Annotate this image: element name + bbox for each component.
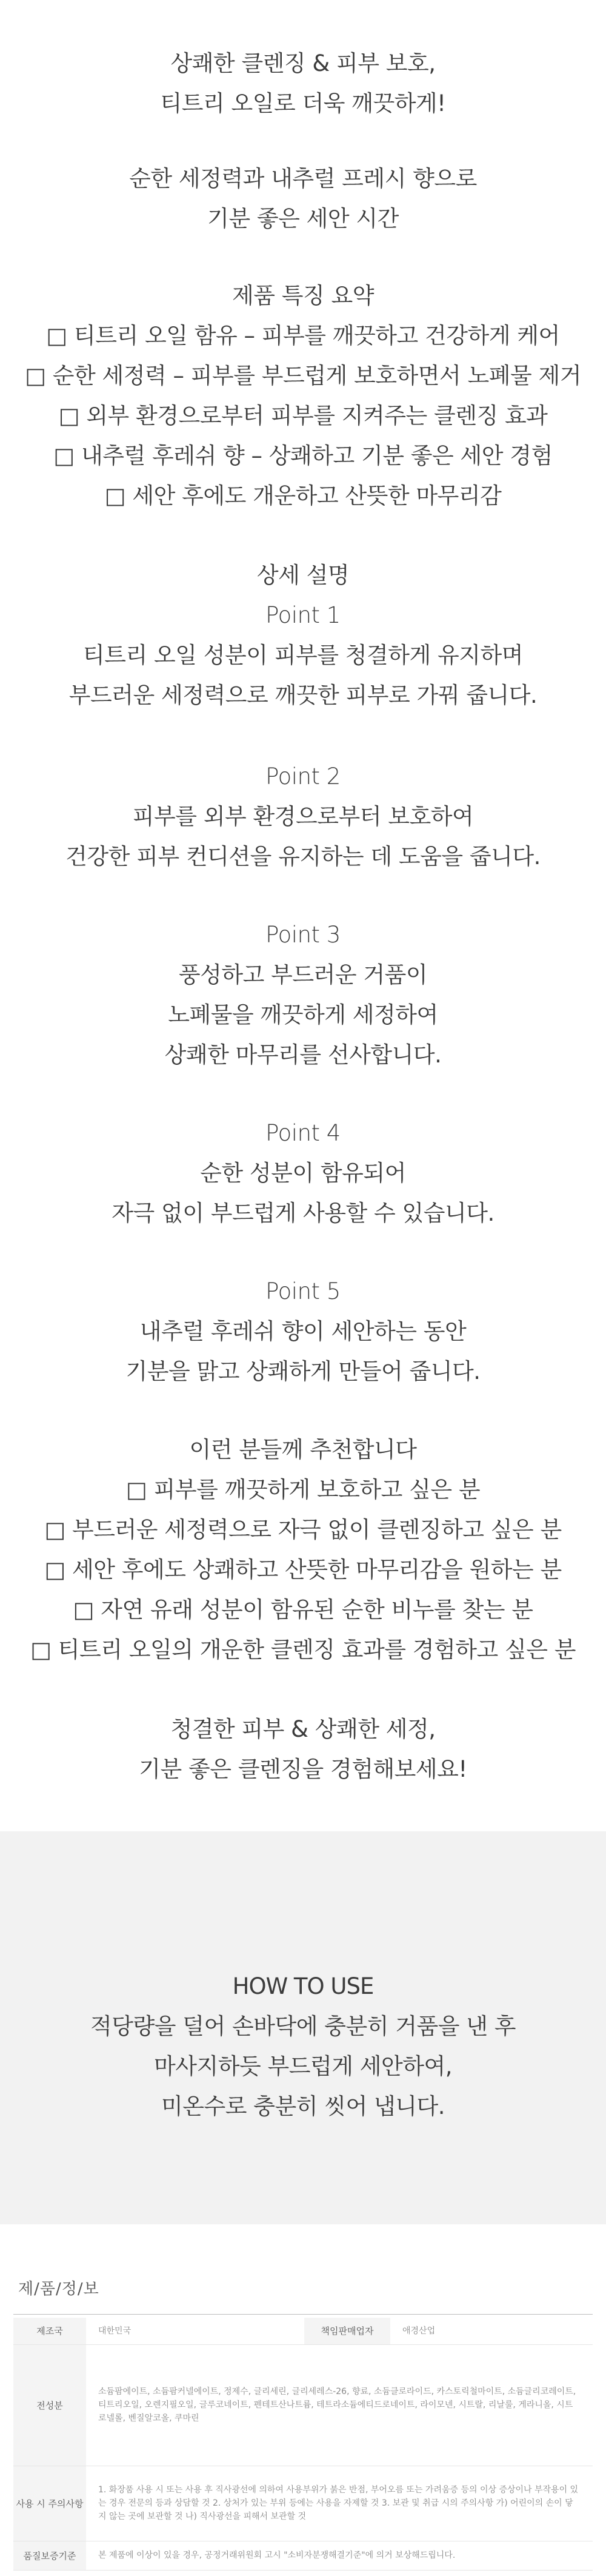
ingredients-value: 소듐팜에이트, 소듐팜커넬에이트, 정제수, 글리세린, 글리세레스-26, 향료, 소듐클로라이드, 카스토릭철마이트, 소듐글리코레이트, 티트리오일, 오렌지필오일, 글루코네이트, 펜테트산나트륨, 테트라소듐에티드로네이트, 라이모넨, 시트랄, 리날룰, 게라니올, 시트로넬롤, 벤질알코올, 쿠마린 [86, 2344, 593, 2466]
warranty-label: 품질보증기준 [13, 2541, 86, 2570]
point-2-block [0, 757, 606, 877]
divider [13, 2314, 593, 2315]
point-line: 노폐물을 깨끗하게 세정하여 [168, 1002, 438, 1028]
feature-item: □ 외부 환경으로부터 피부를 지켜주는 클렌징 효과 [58, 403, 548, 429]
intro-subheading [0, 159, 606, 239]
point-label: Point 4 [265, 1120, 341, 1146]
point-line: 티트리 오일 성분이 피부를 청결하게 유지하며 [83, 642, 523, 668]
details-block [0, 555, 606, 716]
closing-line: 기분 좋은 클렌징을 경험해보세요! [139, 1756, 467, 1782]
recommend-title: 이런 분들께 추천합니다 [189, 1437, 417, 1463]
point-line: 순한 성분이 함유되어 [200, 1160, 406, 1186]
product-info-table [13, 2318, 593, 2571]
table-row [13, 2318, 593, 2344]
point-5-block [0, 1272, 606, 1392]
how-to-use-line: 미온수로 충분히 씻어 냅니다. [161, 2093, 445, 2119]
point-line: 내추럴 후레쉬 향이 세안하는 동안 [139, 1318, 467, 1344]
how-to-use-line: 적당량을 덜어 손바닥에 충분히 거품을 낸 후 [90, 2013, 516, 2039]
closing-line: 청결한 피부 & 상쾌한 세정, [170, 1716, 436, 1742]
point-label: Point 5 [265, 1278, 341, 1304]
how-to-use-title: HOW TO USE [232, 1973, 374, 1999]
seller-value: 애경산업 [390, 2318, 593, 2344]
point-label: Point 3 [265, 922, 341, 948]
product-info-section [0, 2224, 606, 2576]
intro2-line: 순한 세정력과 내추럴 프레시 향으로 [129, 166, 477, 192]
point-label: Point 2 [265, 763, 341, 790]
intro-heading [0, 44, 606, 124]
feature-item: □ 내추럴 후레쉬 향 – 상쾌하고 기분 좋은 세안 경험 [53, 443, 553, 469]
how-to-use-section [0, 1831, 606, 2224]
closing-block [0, 1709, 606, 1789]
origin-label: 제조국 [13, 2318, 86, 2344]
intro-line: 상쾌한 클렌징 & 피부 보호, [170, 50, 436, 76]
recommend-item: □ 세안 후에도 상쾌하고 산뜻한 마무리감을 원하는 분 [44, 1557, 562, 1583]
recommend-item: □ 피부를 깨끗하게 보호하고 싶은 분 [125, 1477, 481, 1503]
seller-label: 책임판매업자 [304, 2318, 390, 2344]
point-line: 건강한 피부 컨디션을 유지하는 데 도움을 줍니다. [65, 844, 541, 870]
point-line: 자극 없이 부드럽게 사용할 수 있습니다. [112, 1200, 494, 1226]
point-line: 기분을 맑고 상쾌하게 만들어 줍니다. [125, 1358, 481, 1384]
ingredients-label: 전성분 [13, 2344, 86, 2466]
how-to-use-line: 마사지하듯 부드럽게 세안하여, [154, 2053, 452, 2079]
feature-item: □ 세안 후에도 개운하고 산뜻한 마무리감 [104, 483, 502, 509]
caution-label: 사용 시 주의사항 [13, 2466, 86, 2541]
feature-item: □ 티트리 오일 함유 – 피부를 깨끗하고 건강하게 케어 [46, 323, 560, 349]
recommend-item: □ 자연 유래 성분이 함유된 순한 비누를 찾는 분 [73, 1597, 533, 1623]
point-line: 상쾌한 마무리를 선사합니다. [164, 1042, 442, 1068]
features-title: 제품 특징 요약 [232, 283, 374, 309]
point-label: Point 1 [265, 602, 341, 628]
intro-line: 티트리 오일로 더욱 깨끗하게! [160, 90, 446, 116]
recommend-item: □ 티트리 오일의 개운한 클렌징 효과를 경험하고 싶은 분 [30, 1637, 576, 1663]
intro2-line: 기분 좋은 세안 시간 [207, 206, 399, 232]
recommend-block [0, 1430, 606, 1670]
warranty-value: 본 제품에 이상이 있을 경우, 공정거래위원회 고시 "소비자분쟁해결기준"에 의거 보상해드립니다. [86, 2541, 593, 2570]
table-row [13, 2344, 593, 2466]
product-info-title: 제/품/정/보 [18, 2280, 99, 2298]
point-line: 부드러운 세정력으로 깨끗한 피부로 가꿔 줍니다. [68, 682, 538, 708]
point-4-block [0, 1113, 606, 1233]
point-3-block [0, 915, 606, 1075]
caution-value: 1. 화장품 사용 시 또는 사용 후 직사광선에 의하여 사용부위가 붉은 반점, 부어오름 또는 가려움증 등의 이상 증상이나 부작용이 있는 경우 전문의 등과 상담할 것 2. 상처가 있는 부위 등에는 사용을 자제할 것 3. 보관 및 취급 시의 주의사항 가) 어린이의 손이 닿지 않는 곳에 보관할 것 나) 직사광선을 피해서 보관할 것 [86, 2466, 593, 2541]
table-row [13, 2541, 593, 2570]
recommend-item: □ 부드러운 세정력으로 자극 없이 클렌징하고 싶은 분 [44, 1517, 562, 1543]
how-to-use-block [0, 1967, 606, 2127]
origin-value: 대한민국 [86, 2318, 304, 2344]
point-line: 풍성하고 부드러운 거품이 [178, 962, 428, 988]
point-line: 피부를 외부 환경으로부터 보호하여 [132, 803, 474, 830]
features-block [0, 276, 606, 516]
table-row [13, 2466, 593, 2541]
feature-item: □ 순한 세정력 – 피부를 부드럽게 보호하면서 노폐물 제거 [25, 363, 581, 389]
details-title: 상세 설명 [256, 562, 350, 588]
